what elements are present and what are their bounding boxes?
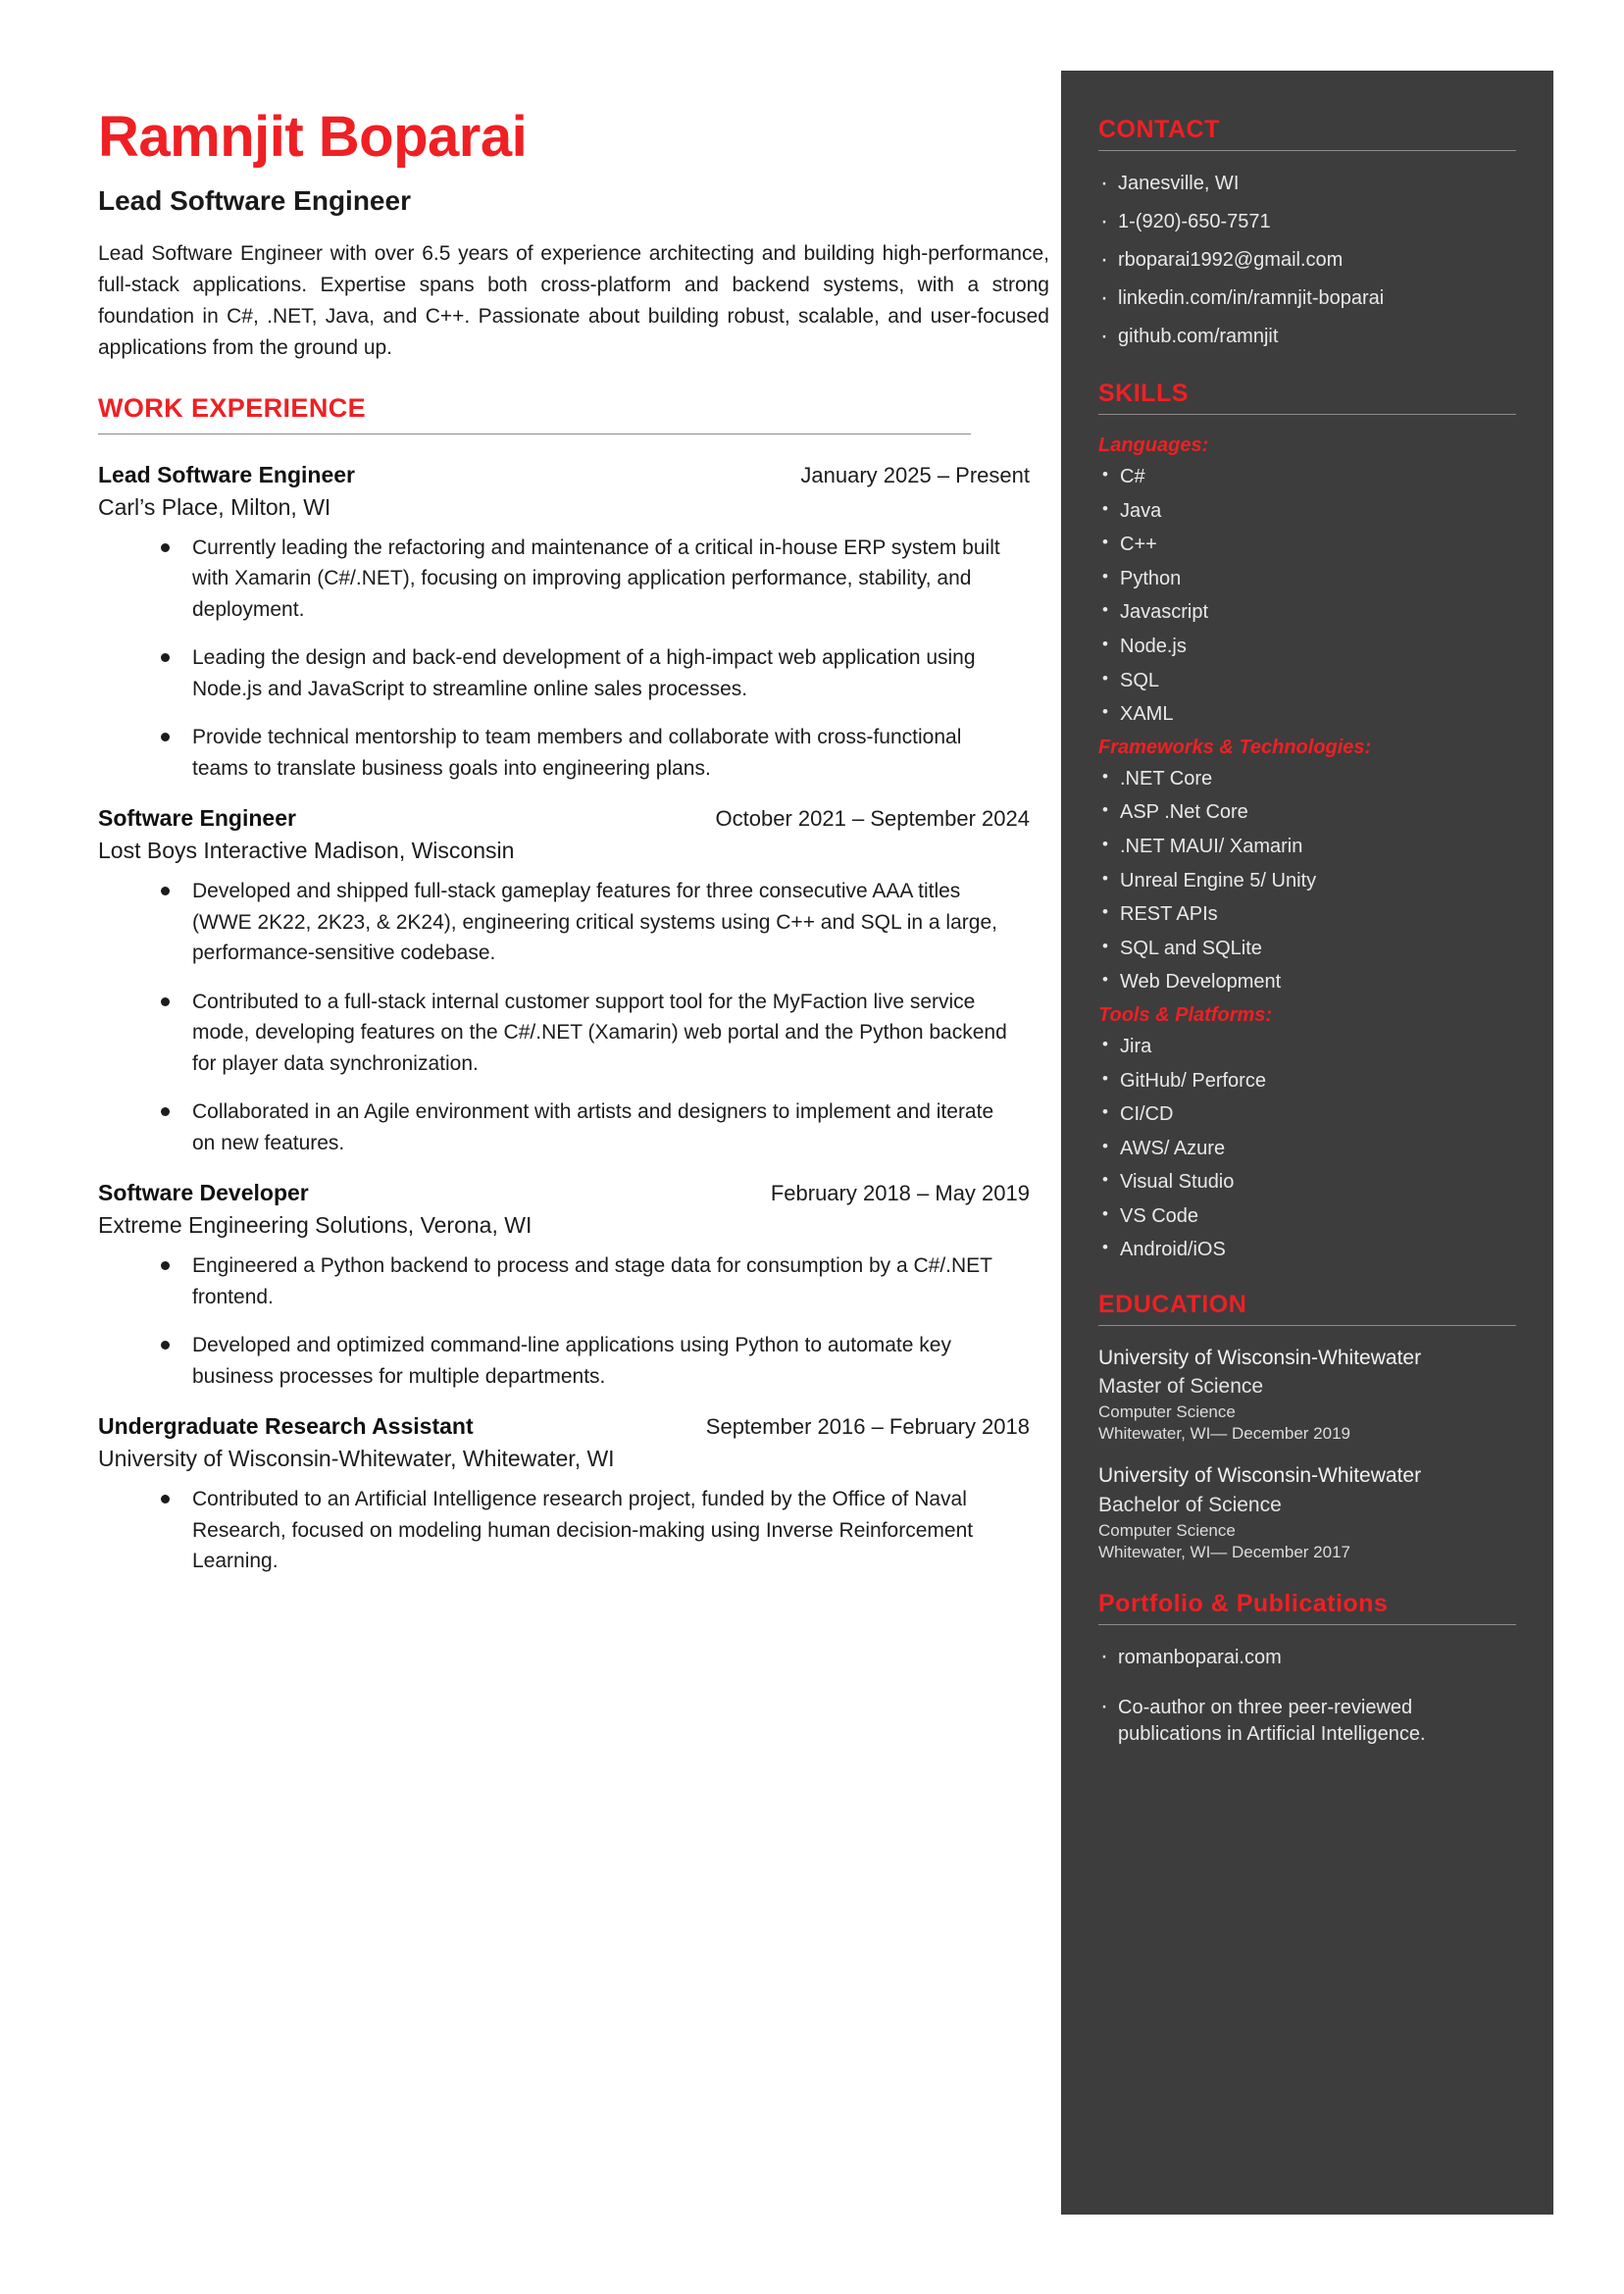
job-bullet-list <box>98 1484 1049 1577</box>
job-header <box>98 1180 1030 1206</box>
job-bullet-list <box>98 533 1049 785</box>
job-bullet: Developed and optimized command-line applications using Python to automate key business processes for multiple departments. <box>155 1330 1018 1392</box>
candidate-headline: Lead Software Engineer <box>98 184 411 216</box>
skill-item: • ASP .Net Core <box>1098 800 1516 826</box>
education-location: Whitewater, WI— December 2017 <box>1098 1542 1350 1561</box>
skill-item: • C++ <box>1098 533 1516 558</box>
job-bullet-list <box>98 1250 1049 1392</box>
skill-group-list <box>1098 1035 1516 1263</box>
education-item <box>1098 1463 1516 1561</box>
skill-group-label: Frameworks & Technologies: <box>1098 736 1372 758</box>
skill-group-list <box>1098 465 1516 728</box>
job-bullet: Provide technical mentorship to team members and collaborate with cross-functional teams to translate business goals into engineering plans. <box>155 722 1018 784</box>
portfolio-list <box>1098 1645 1516 1748</box>
skill-group-label: Tools & Platforms: <box>1098 1003 1273 1026</box>
job-header <box>98 805 1030 832</box>
education-degree: Master of Science <box>1098 1375 1264 1399</box>
education-field: Computer Science <box>1098 1520 1236 1540</box>
skills-list <box>1098 434 1516 1263</box>
skill-item: • REST APIs <box>1098 902 1516 928</box>
job-bullet: Developed and shipped full-stack gameplay features for three consecutive AAA titles (WWE 2K22, 2K23, & 2K24), engineering critical systems using C++ and SQL in a large, performance-sensitive codebase. <box>155 876 1018 969</box>
job-bullet-list <box>98 876 1049 1158</box>
contact-item[interactable]: · linkedin.com/in/ramnjit-boparai <box>1098 285 1516 312</box>
job-dates: January 2025 – Present <box>800 462 1030 487</box>
job-header <box>98 462 1030 488</box>
skill-item: • GitHub/ Perforce <box>1098 1069 1516 1095</box>
skill-item: • SQL and SQLite <box>1098 937 1516 962</box>
skill-item: • XAML <box>1098 702 1516 728</box>
education-school: University of Wisconsin-Whitewater <box>1098 1464 1422 1488</box>
skill-item: • Visual Studio <box>1098 1170 1516 1196</box>
contact-heading: CONTACT <box>1098 116 1220 143</box>
skill-item: • Unreal Engine 5/ Unity <box>1098 869 1516 894</box>
skill-item: • .NET MAUI/ Xamarin <box>1098 835 1516 860</box>
job-bullet: Leading the design and back-end development of a high-impact web application using Node.js and JavaScript to streamline online sales processes. <box>155 642 1018 704</box>
section-divider <box>98 433 971 434</box>
job-company: Lost Boys Interactive Madison, Wisconsin <box>98 838 515 864</box>
job-bullet: Currently leading the refactoring and maintenance of a critical in-house ERP system built with Xamarin (C#/.NET), focusing on improving application performance, stability, and deployment. <box>155 533 1018 626</box>
work-experience-item <box>98 1180 1049 1392</box>
main-content <box>98 105 1049 1599</box>
job-bullet: Collaborated in an Agile environment with artists and designers to implement and iterate on new features. <box>155 1096 1018 1158</box>
candidate-name: Ramnjit Boparai <box>98 105 528 169</box>
job-title: Undergraduate Research Assistant <box>98 1413 474 1440</box>
skill-item: • Node.js <box>1098 635 1516 660</box>
contact-divider <box>1098 150 1516 151</box>
skill-item: • Python <box>1098 567 1516 592</box>
skills-heading: SKILLS <box>1098 380 1189 407</box>
portfolio-item: · Co-author on three peer-reviewed publications in Artificial Intelligence. <box>1098 1695 1516 1748</box>
skill-item: • Web Development <box>1098 970 1516 995</box>
education-list <box>1098 1346 1516 1562</box>
portfolio-divider <box>1098 1624 1516 1625</box>
portfolio-heading: Portfolio & Publications <box>1098 1589 1389 1617</box>
job-company: Extreme Engineering Solutions, Verona, WI <box>98 1212 533 1239</box>
job-header <box>98 1413 1030 1440</box>
skill-item: • AWS/ Azure <box>1098 1137 1516 1162</box>
skill-item: • Jira <box>1098 1035 1516 1060</box>
skill-item: • C# <box>1098 465 1516 490</box>
job-dates: October 2021 – September 2024 <box>715 806 1030 832</box>
job-bullet: Contributed to a full-stack internal customer support tool for the MyFaction live service mode, developing features on the C#/.NET (Xamarin) web portal and the Python backend for player data synchronization. <box>155 987 1018 1080</box>
education-heading: EDUCATION <box>1098 1291 1247 1319</box>
job-bullet: Contributed to an Artificial Intelligence research project, funded by the Office of Naval Research, focused on modeling human decision-making using Inverse Reinforcement Learning. <box>155 1484 1018 1577</box>
work-experience-list <box>98 462 1049 1577</box>
skill-item: • Java <box>1098 499 1516 525</box>
education-field: Computer Science <box>1098 1402 1236 1422</box>
job-dates: February 2018 – May 2019 <box>770 1181 1030 1206</box>
contact-item[interactable]: · Janesville, WI <box>1098 171 1516 197</box>
skill-item: • SQL <box>1098 669 1516 694</box>
work-experience-item <box>98 1413 1049 1577</box>
contact-item[interactable]: · 1-(920)-650-7571 <box>1098 209 1516 235</box>
contact-list <box>1098 171 1516 350</box>
education-item <box>1098 1346 1516 1444</box>
job-title: Lead Software Engineer <box>98 461 356 487</box>
skill-item: • .NET Core <box>1098 767 1516 792</box>
work-experience-heading: WORK EXPERIENCE <box>98 392 367 423</box>
skill-group-list <box>1098 767 1516 995</box>
contact-item[interactable]: · rboparai1992@gmail.com <box>1098 247 1516 274</box>
job-title: Software Developer <box>98 1180 309 1206</box>
job-bullet: Engineered a Python backend to process and stage data for consumption by a C#/.NET frontend. <box>155 1250 1018 1312</box>
professional-summary: Lead Software Engineer with over 6.5 years of experience architecting and building high-performance, full-stack applications. Expertise spans both cross-platform and backend systems, with a strong foundation in C#, .NET, Java, and C++. Passionate about building robust, scalable, and user-focused applications from the ground up. <box>98 241 1049 359</box>
skill-item: • VS Code <box>1098 1204 1516 1230</box>
education-location: Whitewater, WI— December 2019 <box>1098 1424 1350 1444</box>
skill-item: • Android/iOS <box>1098 1238 1516 1263</box>
work-experience-item <box>98 462 1049 785</box>
job-title: Software Engineer <box>98 805 296 832</box>
skill-group-label: Languages: <box>1098 434 1209 456</box>
skills-divider <box>1098 414 1516 415</box>
sidebar <box>1061 71 1553 2215</box>
job-company: University of Wisconsin-Whitewater, Whitewater, WI <box>98 1446 615 1472</box>
portfolio-item[interactable]: · romanboparai.com <box>1098 1645 1516 1671</box>
skill-item: • Javascript <box>1098 600 1516 626</box>
education-degree: Bachelor of Science <box>1098 1493 1282 1516</box>
job-company: Carl’s Place, Milton, WI <box>98 493 331 520</box>
skill-item: • CI/CD <box>1098 1102 1516 1128</box>
education-divider <box>1098 1325 1516 1326</box>
education-school: University of Wisconsin-Whitewater <box>1098 1347 1422 1370</box>
job-dates: September 2016 – February 2018 <box>705 1414 1030 1440</box>
contact-item[interactable]: · github.com/ramnjit <box>1098 324 1516 350</box>
work-experience-item <box>98 805 1049 1158</box>
